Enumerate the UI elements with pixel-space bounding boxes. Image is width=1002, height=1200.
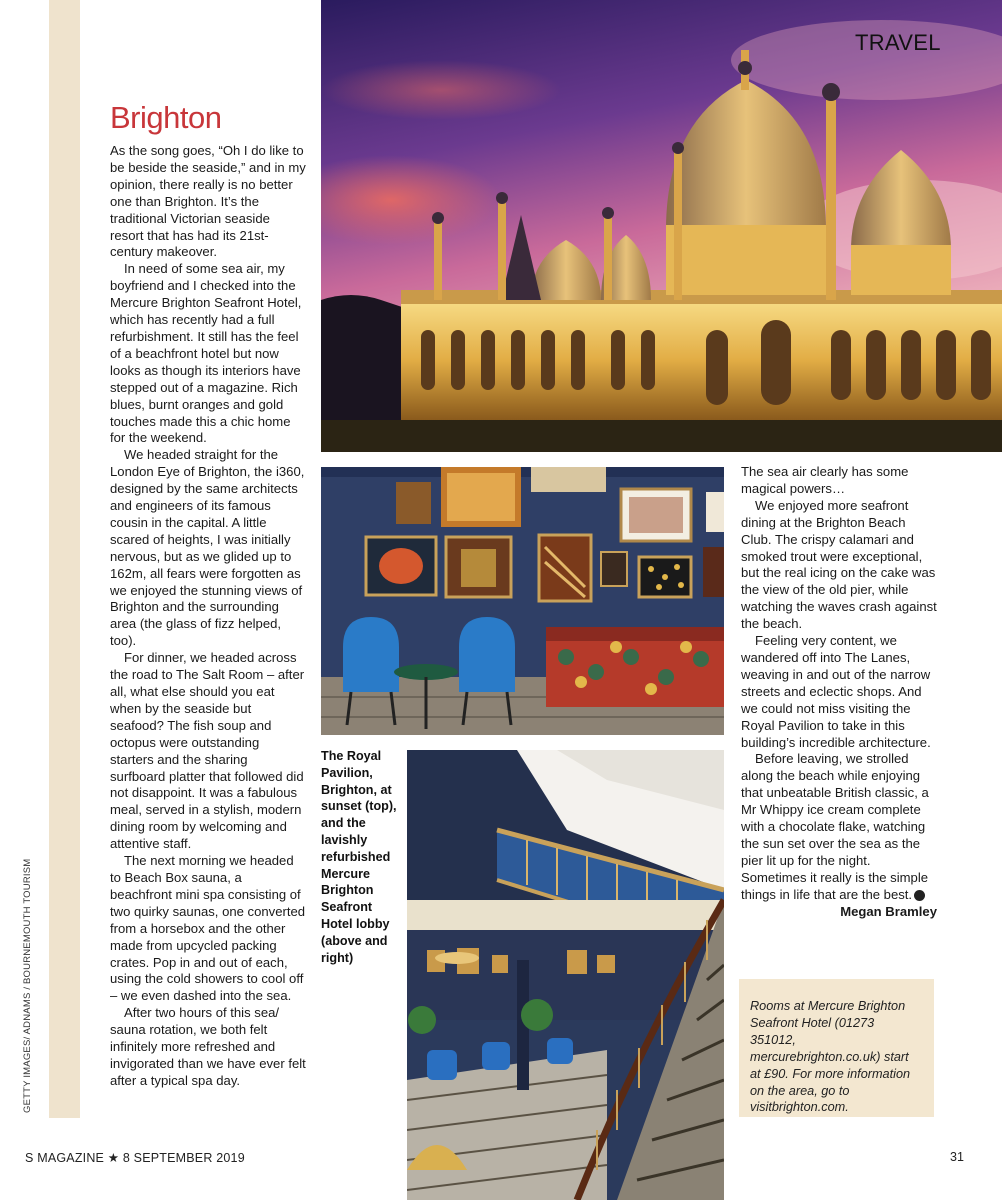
- footer-publication: S MAGAZINE ★ 8 SEPTEMBER 2019: [25, 1151, 245, 1165]
- paragraph: The sea air clearly has some magical powers…: [741, 464, 909, 496]
- page-number: 31: [950, 1150, 964, 1164]
- paragraph: [741, 751, 937, 903]
- paragraph: We headed straight for the London Eye of Brighton, the i360, designed by the same architects and engineers of its famous cousin in the capital. A little scared of heights, I was initially nervous, but as we glided up to 162m, all fears were forgotten as we enjoyed the stunning views of Brighton and the surrounding area (the glass of fizz helped, too).: [110, 447, 305, 649]
- paragraph: As the song goes, “Oh I do like to be beside the seaside,” and in my opinion, there really is no better one than Brighton. It’s the traditional Victorian seaside resort that has had its 21st-century makeover.: [110, 143, 306, 260]
- royal-pavilion-sunset-photo: [321, 0, 1002, 452]
- article-column-2: [741, 464, 937, 920]
- article-column-1: [110, 143, 306, 1090]
- paragraph: In need of some sea air, my boyfriend and I checked into the Mercure Brighton Seafront Hotel, which has recently had a full refurbishment. It still has the feel of a beachfront hotel but now looks as though its interiors have stepped out of a magazine. Rich blues, burnt oranges and gold touches made this a chic home for the weekend.: [110, 261, 302, 446]
- hotel-lobby-staircase-photo: [407, 750, 724, 1200]
- info-box: Rooms at Mercure Brighton Seafront Hotel (01273 351012, mercurebrighton.co.uk) start at £90. For more information on the area, go to visitbrighton.com.: [739, 979, 934, 1117]
- byline: Megan Bramley: [840, 903, 937, 919]
- paragraph: [741, 498, 937, 633]
- paragraph: The next morning we headed to Beach Box sauna, a beachfront mini spa consisting of two quirky saunas, one converted from a horsebox and the other made from upcycled packing crates. Pop in and out of each, using the cold showers to cool off – we even dashed into the sea.: [110, 853, 306, 1004]
- article-title: Brighton: [110, 100, 222, 135]
- photo-caption: The Royal Pavilion, Brighton, at sunset (top), and the lavishly refurbished Mercure Brighton Seafront Hotel lobby (above and right): [321, 749, 397, 965]
- paragraph: For dinner, we headed across the road to The Salt Room – after all, what else should you eat when by the seaside but seafood? The fish soup and octopus were outstanding starters and the sharing surfboard platter that followed did not disappoint. It was a fabulous meal, served in a stylish, modern dining room by welcoming and attentive staff.: [110, 650, 305, 852]
- paragraph-text: Before leaving, we strolled along the beach while enjoying that unbeatable British classic, a Mr Whippy ice cream complete with a chocolate flake, watching the sun set over the sea as the pier lit up for the night. Sometimes it really is the simple things in life that are the best.: [741, 751, 929, 902]
- paragraph: After two hours of this sea/ sauna rotation, we both felt infinitely more refreshed and invigorated than we have ever felt after a typical spa day.: [110, 1005, 306, 1088]
- section-label: TRAVEL: [855, 30, 941, 55]
- end-mark-icon: S: [914, 890, 925, 901]
- sidebar-strip: [49, 0, 80, 1118]
- hotel-lounge-photo: [321, 467, 724, 735]
- paragraph: Feeling very content, we wandered off into The Lanes, weaving in and out of the narrow streets and eclectic shops. And we could not miss visiting the Royal Pavilion to take in this building’s incredible architecture.: [741, 633, 931, 750]
- paragraph-text: We enjoyed more seafront dining at the Brighton Beach Club. The crispy calamari and smoked trout were exceptional, but the real icing on the cake was the view of the old pier, while watching the waves crash against the beach.: [741, 497, 937, 632]
- photo-credit: GETTY IMAGES/ ADNAMS / BOURNEMOUTH TOURISM: [22, 858, 33, 1113]
